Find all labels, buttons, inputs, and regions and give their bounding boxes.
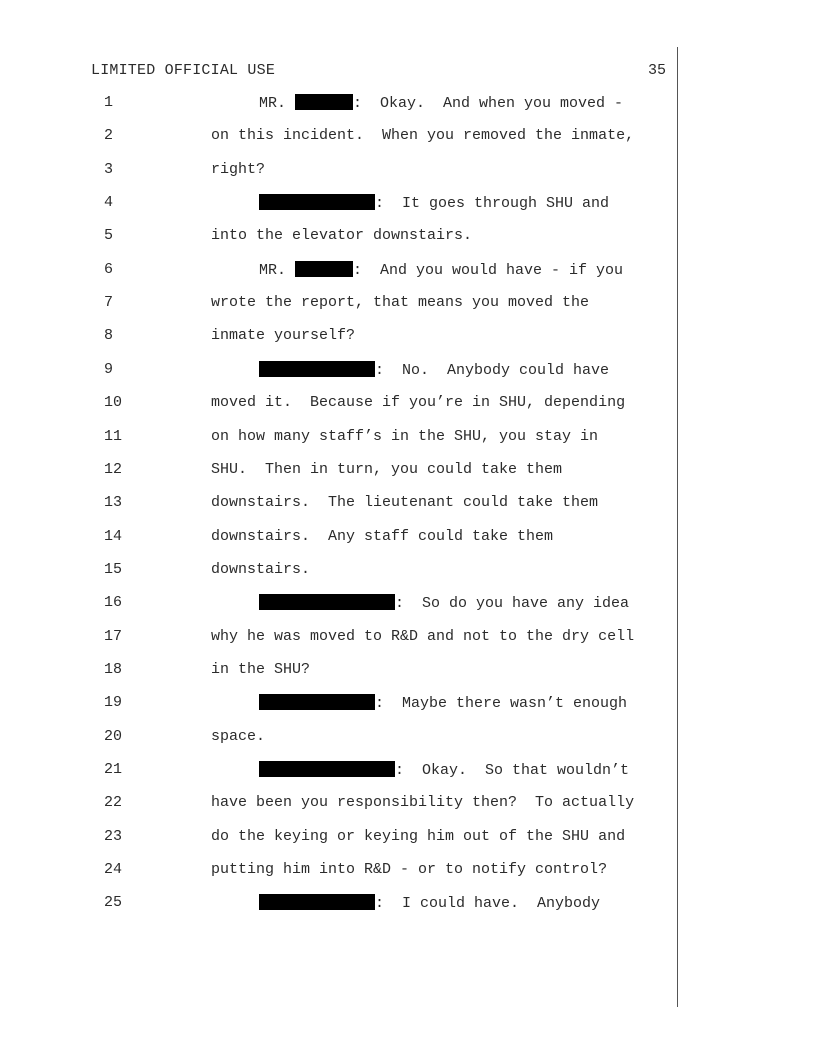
- line-number: 6: [104, 260, 114, 278]
- line-number: 23: [104, 827, 123, 845]
- line-text: SHU. Then in turn, you could take them: [211, 460, 563, 478]
- speaker-line: [259, 261, 623, 279]
- speaker-line: [259, 694, 627, 712]
- line-number: 10: [104, 394, 123, 412]
- redaction-box: [295, 94, 353, 110]
- line-number: 24: [104, 861, 123, 879]
- line-text: into the elevator downstairs.: [211, 227, 473, 245]
- speaker-text: : Okay. And when you moved -: [353, 95, 624, 112]
- line-number: 22: [104, 794, 123, 812]
- line-number: 21: [104, 761, 123, 778]
- redaction-box: [259, 361, 375, 377]
- line-text: do the keying or keying him out of the SHU and: [211, 827, 626, 845]
- speaker-line: [259, 94, 623, 112]
- transcript-line: [0, 294, 680, 314]
- transcript-line: [0, 261, 680, 281]
- line-number: 8: [104, 327, 114, 345]
- line-number: 25: [104, 894, 123, 912]
- transcript-line: [0, 761, 680, 781]
- line-number: 15: [104, 560, 123, 578]
- speaker-prefix: MR.: [259, 261, 296, 279]
- line-text: on this incident. When you removed the inmate,: [211, 127, 635, 145]
- speaker-line: [259, 594, 629, 612]
- line-number: 9: [104, 360, 114, 378]
- line-number: 19: [104, 694, 123, 712]
- speaker-line: [259, 761, 629, 779]
- line-number: 13: [104, 494, 123, 512]
- speaker-text: : No. Anybody could have: [375, 361, 610, 379]
- transcript-line: [0, 894, 680, 914]
- redaction-box: [259, 194, 375, 210]
- transcript-line: [0, 94, 680, 114]
- transcript-line: [0, 861, 680, 881]
- speaker-text: : Maybe there wasn’t enough: [375, 695, 628, 713]
- page-number: 35: [648, 62, 667, 79]
- line-text: right?: [211, 160, 266, 178]
- line-text: wrote the report, that means you moved the: [211, 294, 590, 312]
- header-classification: LIMITED OFFICIAL USE: [91, 62, 276, 79]
- redaction-box: [259, 694, 375, 710]
- transcript-line: [0, 528, 680, 548]
- transcript-line: [0, 428, 680, 448]
- speaker-text: : Okay. So that wouldn’t: [395, 762, 630, 779]
- speaker-text: : So do you have any idea: [395, 595, 630, 613]
- speaker-text: : I could have. Anybody: [375, 895, 601, 913]
- transcript-line: [0, 327, 680, 347]
- line-number: 1: [104, 94, 114, 111]
- line-number: 20: [104, 727, 123, 745]
- line-number: 5: [104, 227, 114, 245]
- line-number: 3: [104, 160, 114, 178]
- line-number: 14: [104, 527, 123, 545]
- line-number: 12: [104, 460, 123, 478]
- transcript-line: [0, 227, 680, 247]
- line-number: 16: [104, 594, 123, 612]
- transcript-line: [0, 661, 680, 681]
- line-text: space.: [211, 727, 266, 745]
- line-number: 11: [104, 427, 123, 445]
- line-text: downstairs.: [211, 560, 311, 578]
- line-text: downstairs. The lieutenant could take them: [211, 494, 599, 512]
- line-text: putting him into R&D - or to notify control?: [211, 861, 608, 879]
- speaker-text: : And you would have - if you: [353, 261, 624, 279]
- transcript-line: [0, 194, 680, 214]
- transcript-line: [0, 794, 680, 814]
- transcript-line: [0, 361, 680, 381]
- transcript-line: [0, 628, 680, 648]
- speaker-line: [259, 194, 609, 212]
- line-text: have been you responsibility then? To actually: [211, 794, 635, 812]
- line-text: on how many staff’s in the SHU, you stay in: [211, 427, 599, 445]
- speaker-line: [259, 894, 600, 912]
- line-number: 4: [104, 194, 114, 212]
- transcript-line: [0, 461, 680, 481]
- transcript-line: [0, 594, 680, 614]
- transcript-line: [0, 561, 680, 581]
- line-number: 2: [104, 127, 114, 145]
- line-number: 17: [104, 627, 123, 645]
- transcript-line: [0, 494, 680, 514]
- transcript-line: [0, 828, 680, 848]
- transcript-line: [0, 127, 680, 147]
- transcript-line: [0, 161, 680, 181]
- line-text: inmate yourself?: [211, 327, 356, 345]
- line-text: in the SHU?: [211, 660, 311, 678]
- line-text: why he was moved to R&D and not to the dry cell: [211, 627, 635, 645]
- speaker-line: [259, 361, 609, 379]
- line-number: 7: [104, 294, 114, 312]
- redaction-box: [295, 261, 353, 277]
- transcript-line: [0, 394, 680, 414]
- speaker-text: : It goes through SHU and: [375, 195, 610, 213]
- redaction-box: [259, 594, 395, 610]
- transcript-line: [0, 694, 680, 714]
- speaker-prefix: MR.: [259, 95, 296, 112]
- redaction-box: [259, 761, 395, 777]
- line-text: moved it. Because if you’re in SHU, depending: [211, 394, 626, 412]
- line-number: 18: [104, 660, 123, 678]
- line-text: downstairs. Any staff could take them: [211, 527, 554, 545]
- redaction-box: [259, 894, 375, 910]
- transcript-line: [0, 728, 680, 748]
